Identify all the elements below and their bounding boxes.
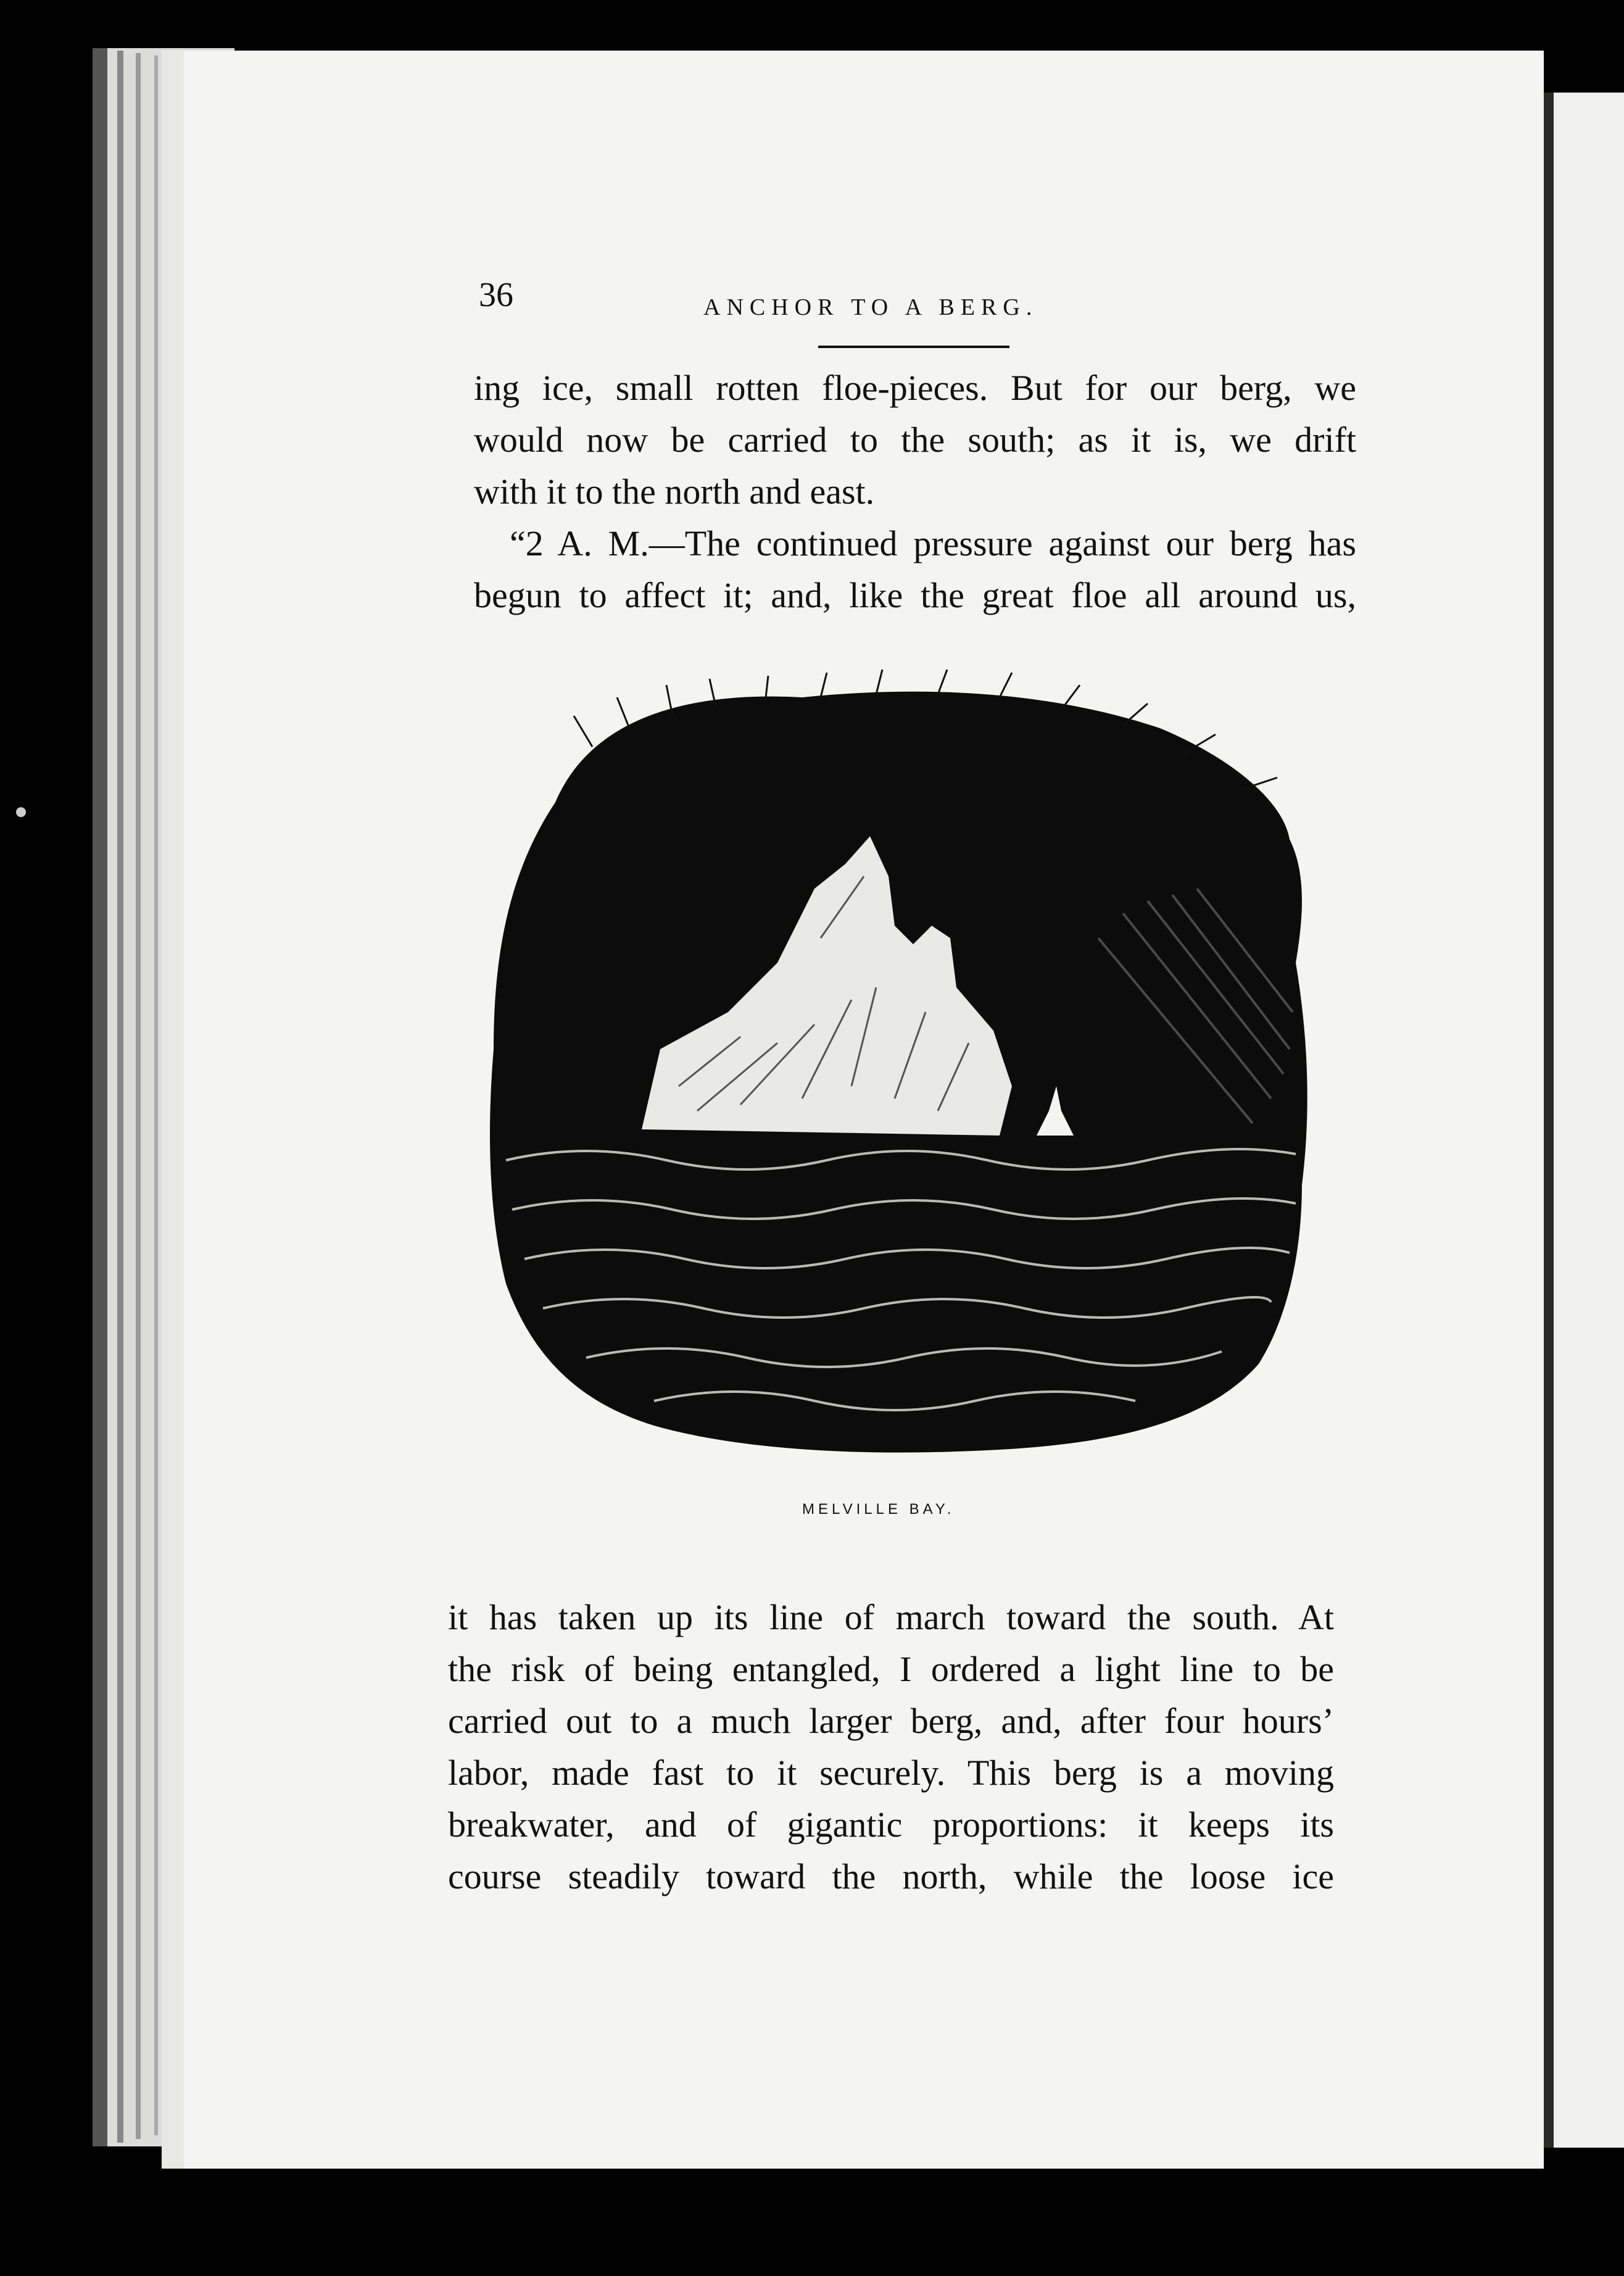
- adjacent-page: [1543, 93, 1624, 2148]
- text-line-top-5: begun to affect it; and, like the great floe all around us,: [474, 575, 1356, 615]
- text-line-top-2: would now be carried to the south; as it is, we drift: [474, 420, 1356, 460]
- text-line-bottom-1: it has taken up its line of march toward the south. At: [448, 1597, 1334, 1637]
- text-line-bottom-2: the risk of being entangled, I ordered a light line to be: [448, 1649, 1334, 1689]
- text-line-top-3: with it to the north and east.: [474, 471, 875, 512]
- illustration-caption: MELVILLE BAY.: [802, 1501, 955, 1518]
- header-rule: [818, 346, 1009, 348]
- text-line-bottom-4: labor, made fast to it securely. This berg is a moving: [448, 1753, 1334, 1793]
- melville-bay-illustration: [490, 670, 1307, 1453]
- text-line-bottom-6: course steadily toward the north, while the loose ice: [448, 1856, 1334, 1896]
- page-number: 36: [479, 276, 513, 314]
- text-line-top-1: ing ice, small rotten floe-pieces. But for our berg, we: [474, 368, 1356, 408]
- text-line-top-4: “2 A. M.—The continued pressure against our berg has: [510, 523, 1356, 563]
- running-title: ANCHOR TO A BERG.: [703, 294, 1038, 320]
- text-line-bottom-5: breakwater, and of gigantic proportions: it keeps its: [448, 1805, 1334, 1845]
- text-line-bottom-3: carried out to a much larger berg, and, after four hours’: [448, 1701, 1334, 1741]
